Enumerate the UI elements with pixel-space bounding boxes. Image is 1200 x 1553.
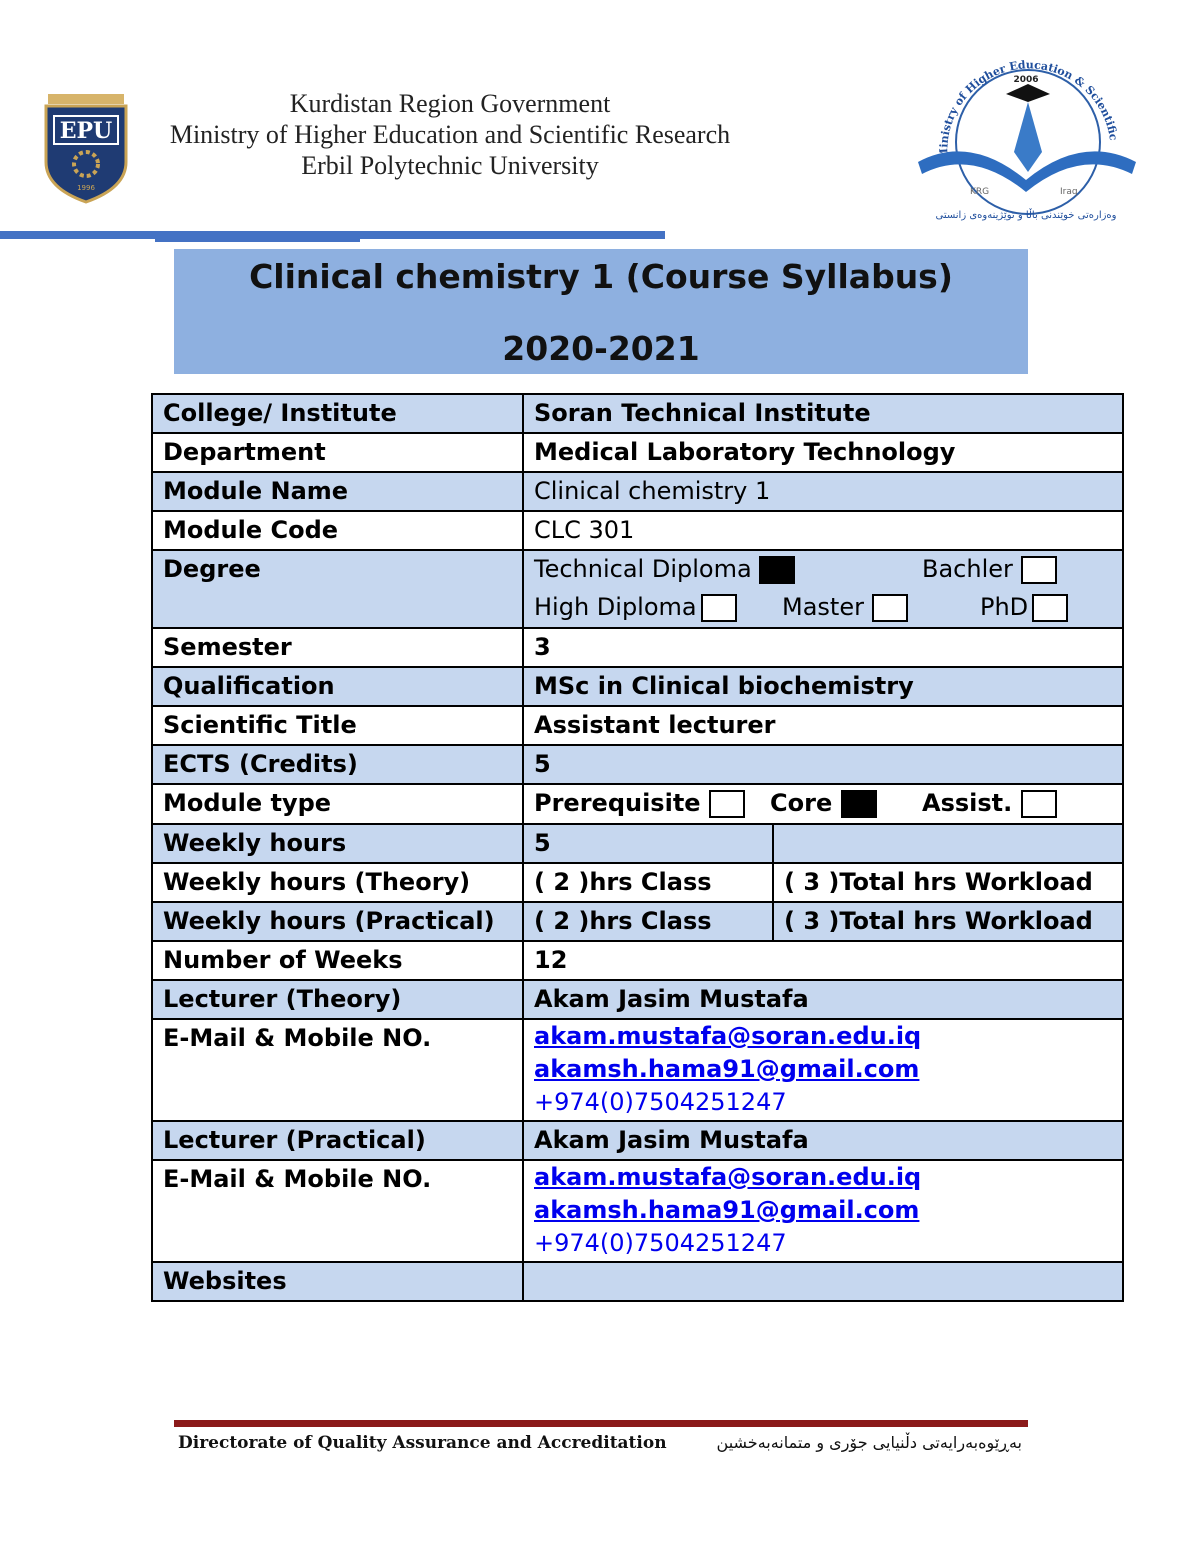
row-value-empty: [773, 824, 1123, 863]
table-row-scientific-title: [152, 706, 1123, 745]
table-row-weekly-theory: [152, 863, 1123, 902]
degree-phd-label: PhD: [980, 593, 1029, 621]
footer-directorate-ku: بەڕێوەبەرایەتی دڵنیایی جۆری و متمانەبەخشین: [716, 1433, 1022, 1452]
table-row-module-type: [152, 784, 1123, 824]
theory-phone: +974(0)7504251247: [534, 1088, 787, 1116]
row-value: 5: [523, 745, 1123, 784]
table-row-semester: [152, 628, 1123, 667]
header-line-3: Erbil Polytechnic University: [301, 151, 599, 180]
table-row-module-name: [152, 472, 1123, 511]
module-type-assist-label: Assist.: [922, 789, 1013, 817]
table-row-department: [152, 433, 1123, 472]
row-value: 5: [523, 824, 773, 863]
row-label: Weekly hours (Practical): [152, 902, 523, 941]
academic-year: 2020-2021: [502, 329, 700, 368]
header-line-1: Kurdistan Region Government: [289, 89, 611, 118]
row-value: Akam Jasim Mustafa: [523, 980, 1123, 1019]
row-label: E-Mail & Mobile NO.: [152, 1160, 523, 1262]
row-label: Websites: [152, 1262, 523, 1301]
theory-total-workload: ( 3 )Total hrs Workload: [773, 863, 1123, 902]
row-value: 3: [523, 628, 1123, 667]
row-value: Soran Technical Institute: [523, 394, 1123, 433]
row-value: [523, 1262, 1123, 1301]
row-value: CLC 301: [523, 511, 1123, 550]
page-title: Clinical chemistry 1 (Course Syllabus): [249, 257, 953, 296]
ministry-logo-iraq: Iraq: [1060, 187, 1078, 197]
table-row-weekly-practical: [152, 902, 1123, 941]
prerequisite-checkbox[interactable]: [709, 790, 745, 818]
syllabus-table: [151, 393, 1124, 1302]
degree-technical-diploma-label: Technical Diploma: [534, 555, 752, 583]
core-checkbox[interactable]: [841, 790, 877, 818]
phd-checkbox[interactable]: [1032, 594, 1068, 622]
degree-bachler-label: Bachler: [922, 555, 1013, 583]
row-label: Module Code: [152, 511, 523, 550]
header-rule-accent: [155, 239, 360, 242]
header-text: [150, 88, 750, 181]
table-row-weeks: [152, 941, 1123, 980]
row-value: 12: [523, 941, 1123, 980]
row-label: Department: [152, 433, 523, 472]
theory-email-link-2[interactable]: akamsh.hama91@gmail.com: [534, 1055, 920, 1083]
table-row-weekly-hours: [152, 824, 1123, 863]
row-value: MSc in Clinical biochemistry: [523, 667, 1123, 706]
ministry-logo-kurdish: وەزارەتی خوێندنی باڵا و توێژینەوەی زانستی: [935, 210, 1117, 221]
ministry-logo-arc: inistry of Higher Education & Scientific: [937, 58, 1121, 148]
table-row-degree: [152, 550, 1123, 628]
technical-diploma-checkbox[interactable]: [759, 556, 795, 584]
module-type-core-label: Core: [770, 789, 833, 817]
row-label: College/ Institute: [152, 394, 523, 433]
degree-master-label: Master: [782, 593, 864, 621]
table-row-email-practical: [152, 1160, 1123, 1262]
row-label: Qualification: [152, 667, 523, 706]
theory-class-hours: ( 2 )hrs Class: [523, 863, 773, 902]
row-label: Scientific Title: [152, 706, 523, 745]
footer-rule: [174, 1420, 1028, 1427]
table-row-websites: [152, 1262, 1123, 1301]
svg-text:Ministry of Higher Education &: [910, 50, 1120, 161]
row-value: Assistant lecturer: [523, 706, 1123, 745]
row-label: Lecturer (Practical): [152, 1121, 523, 1160]
practical-email-link-1[interactable]: akam.mustafa@soran.edu.iq: [534, 1163, 922, 1191]
footer-directorate-en: Directorate of Quality Assurance and Accreditation: [178, 1433, 667, 1453]
table-row-lecturer-practical: [152, 1121, 1123, 1160]
epu-logo-text: EPU: [59, 118, 113, 144]
practical-phone: +974(0)7504251247: [534, 1229, 787, 1257]
practical-email-link-2[interactable]: akamsh.hama91@gmail.com: [534, 1196, 920, 1224]
epu-logo: [44, 92, 128, 204]
practical-class-hours: ( 2 )hrs Class: [523, 902, 773, 941]
header-rule: [0, 231, 665, 239]
ministry-logo: [910, 50, 1140, 225]
high-diploma-checkbox[interactable]: [701, 594, 737, 622]
row-value: Medical Laboratory Technology: [523, 433, 1123, 472]
row-value: Akam Jasim Mustafa: [523, 1121, 1123, 1160]
row-label: Degree: [152, 550, 523, 628]
row-label: Module type: [152, 784, 523, 824]
row-label: Number of Weeks: [152, 941, 523, 980]
table-row-qualification: [152, 667, 1123, 706]
row-label: Lecturer (Theory): [152, 980, 523, 1019]
assist-checkbox[interactable]: [1021, 790, 1057, 818]
table-row-college: [152, 394, 1123, 433]
practical-total-workload: ( 3 )Total hrs Workload: [773, 902, 1123, 941]
table-row-email-theory: [152, 1019, 1123, 1121]
title-box: [174, 249, 1028, 374]
row-label: ECTS (Credits): [152, 745, 523, 784]
epu-logo-year: 1996: [77, 184, 95, 192]
ministry-logo-krg: KRG: [970, 187, 990, 197]
theory-email-link-1[interactable]: akam.mustafa@soran.edu.iq: [534, 1022, 922, 1050]
table-row-lecturer-theory: [152, 980, 1123, 1019]
bachler-checkbox[interactable]: [1021, 556, 1057, 584]
degree-high-diploma-label: High Diploma: [534, 593, 697, 621]
row-label: E-Mail & Mobile NO.: [152, 1019, 523, 1121]
table-row-ects: [152, 745, 1123, 784]
header-line-2: Ministry of Higher Education and Scientific Research: [169, 120, 731, 149]
module-type-prerequisite-label: Prerequisite: [534, 789, 701, 817]
row-value: Clinical chemistry 1: [523, 472, 1123, 511]
ministry-logo-year: 2006: [1013, 75, 1039, 85]
table-row-module-code: [152, 511, 1123, 550]
row-label: Weekly hours (Theory): [152, 863, 523, 902]
row-label: Module Name: [152, 472, 523, 511]
master-checkbox[interactable]: [872, 594, 908, 622]
row-label: Semester: [152, 628, 523, 667]
row-label: Weekly hours: [152, 824, 523, 863]
